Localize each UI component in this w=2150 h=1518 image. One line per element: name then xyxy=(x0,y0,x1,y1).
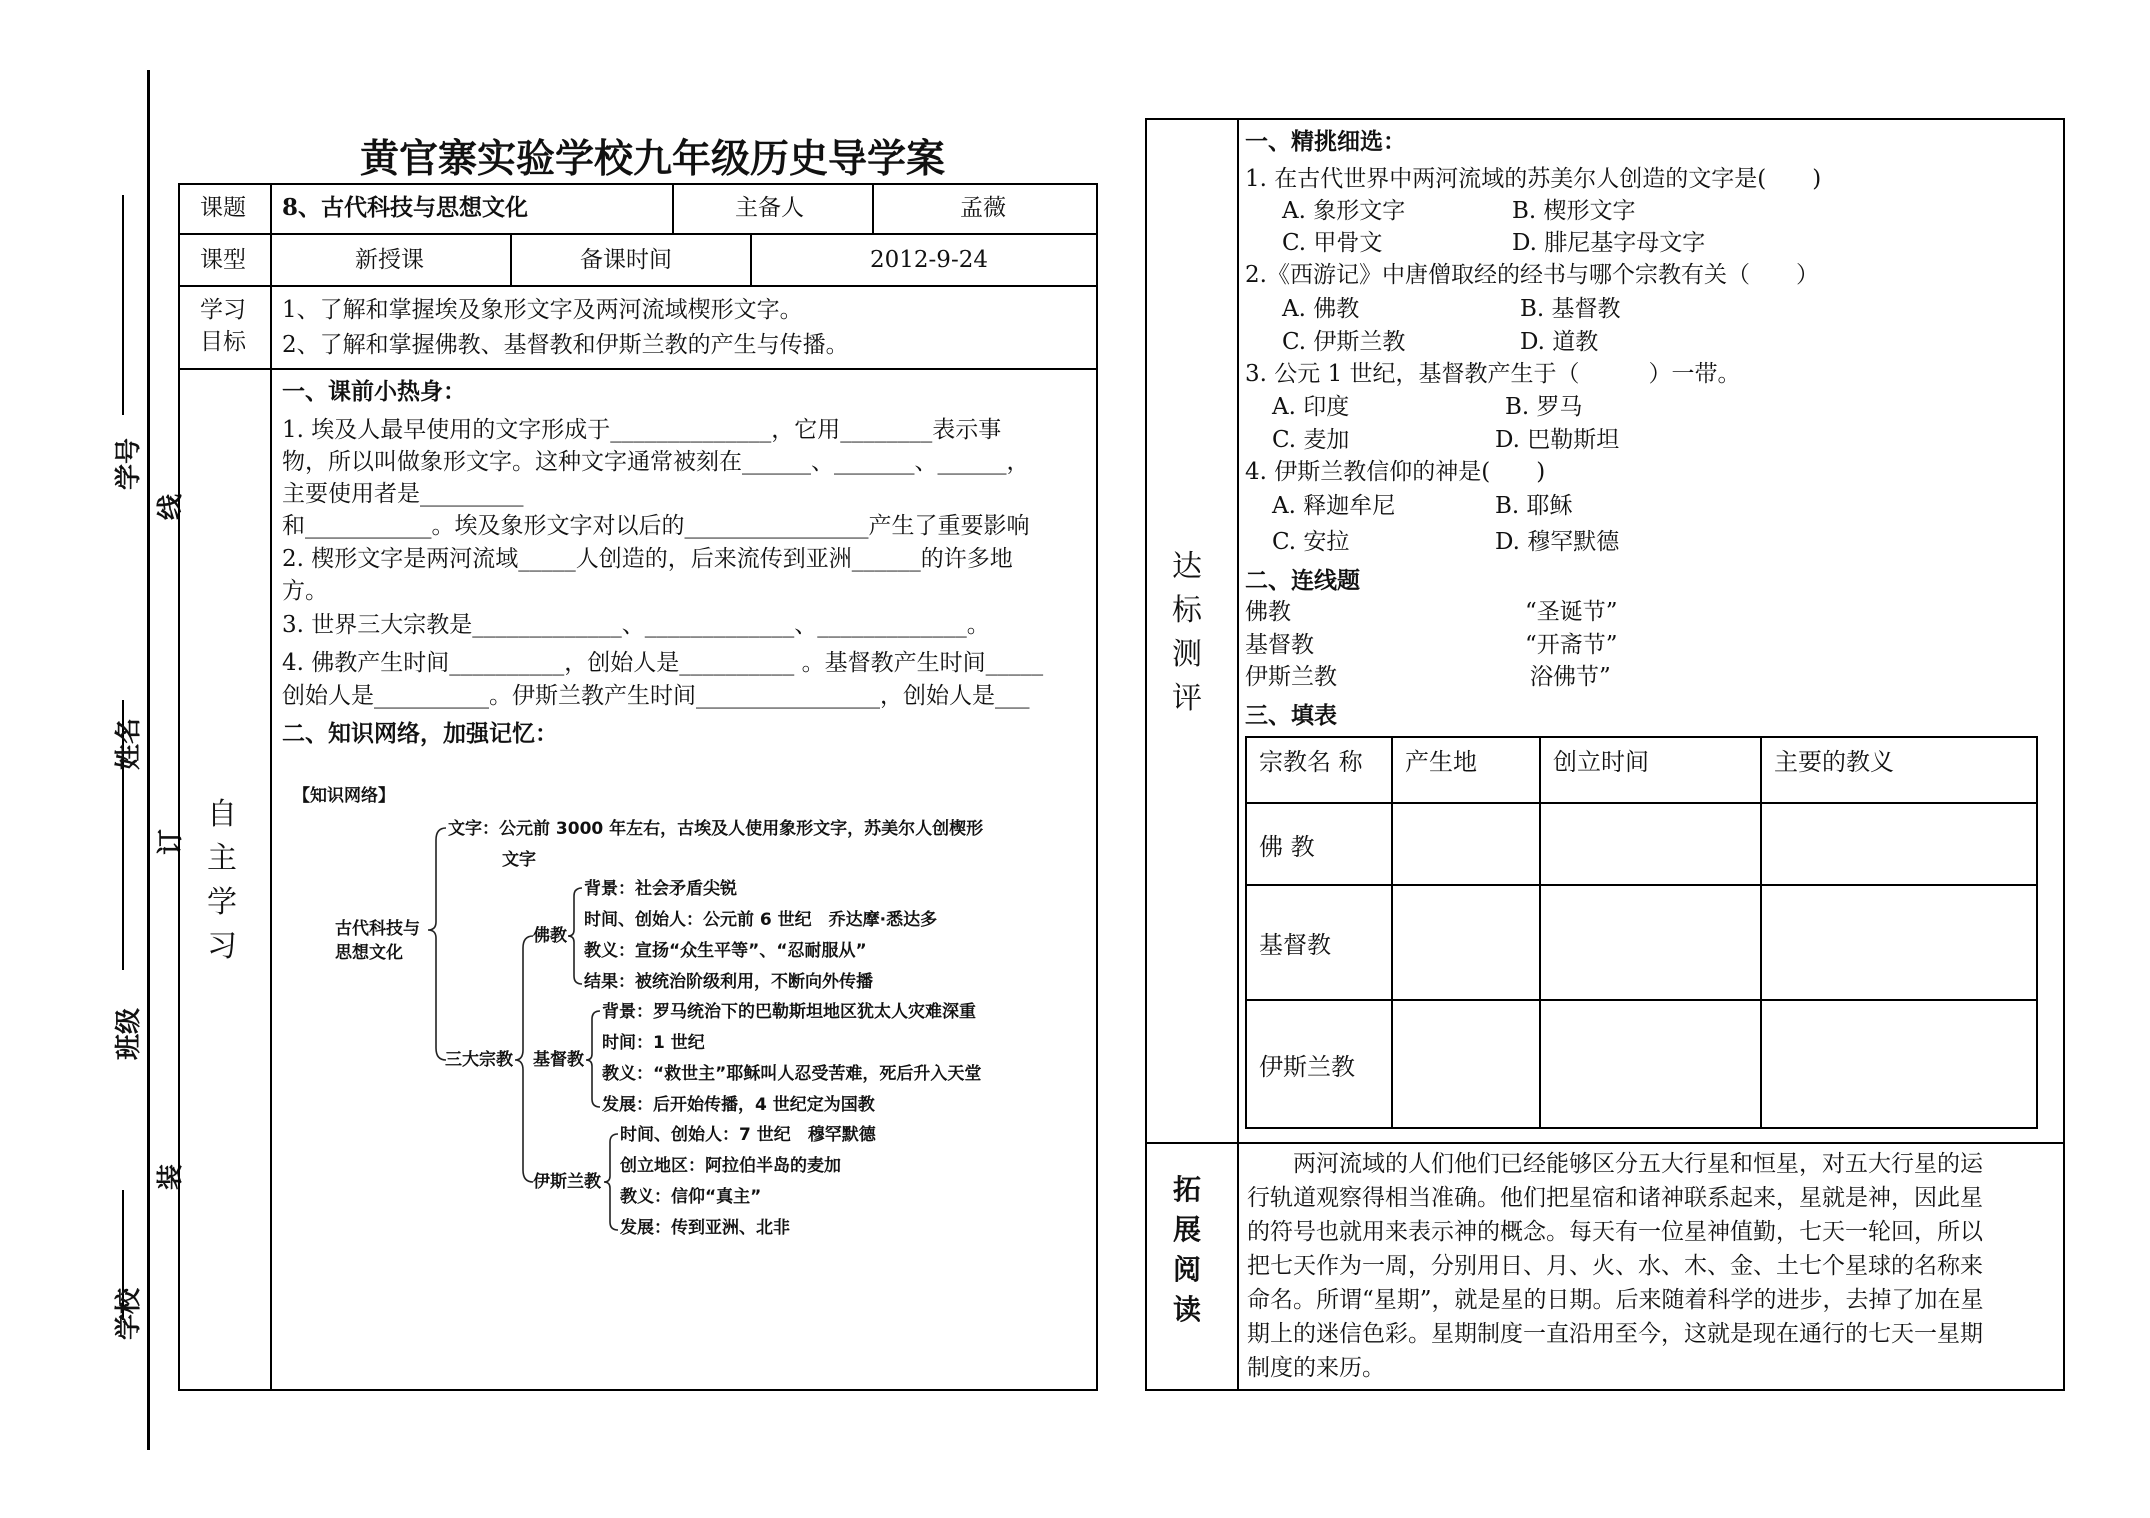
warmup-q4: 创始人是__________。伊斯兰教产生时间________________，创始人是___ xyxy=(282,683,1030,709)
brace xyxy=(428,828,446,1060)
warmup-q4: 4. 佛教产生时间__________，创始人是__________ 。基督教产生时间_____ xyxy=(282,650,1044,676)
table-cell: 基督教 xyxy=(1246,885,1392,1000)
choice-option: B. 耶稣 xyxy=(1495,493,1573,519)
table-header: 宗教名 称 xyxy=(1246,737,1392,803)
goal-2: 2、了解和掌握佛教、基督教和伊斯兰教的产生与传播。 xyxy=(282,332,849,358)
choice-q1: 1. 在古代世界中两河流域的苏美尔人创造的文字是( ) xyxy=(1245,166,1822,192)
prep-time-label: 备课时间 xyxy=(580,247,672,273)
warmup-q2: 2. 楔形文字是两河流域_____人创造的，后来流传到亚洲______的许多地 xyxy=(282,546,1013,572)
table-header: 产生地 xyxy=(1392,737,1540,803)
topic-value: 8、古代科技与思想文化 xyxy=(282,194,529,221)
network-islam: 伊斯兰教 xyxy=(533,1172,601,1192)
prep-time-value: 2012-9-24 xyxy=(870,247,988,273)
choice-option: D. 穆罕默德 xyxy=(1495,529,1620,555)
network-item: 教义：宣扬“众生平等”、“忍耐服从” xyxy=(584,941,867,961)
assessment-label xyxy=(1167,545,1207,721)
choice-title: 一、精挑细选： xyxy=(1245,128,1406,155)
table-cell[interactable] xyxy=(1392,885,1540,1000)
choice-option: B. 楔形文字 xyxy=(1512,198,1636,224)
table-cell[interactable] xyxy=(1392,1000,1540,1128)
fill-table-title: 三、填表 xyxy=(1245,702,1337,729)
network-item: 时间、创始人：公元前 6 世纪 乔达摩·悉达多 xyxy=(584,910,938,930)
goal-1: 1、了解和掌握埃及象形文字及两河流域楔形文字。 xyxy=(282,297,803,323)
network-item: 发展：后开始传播，4 世纪定为国教 xyxy=(602,1095,875,1115)
warmup-q1: 物，所以叫做象形文字。这种文字通常被刻在______、_______、______， xyxy=(282,449,1030,475)
matching-left: 伊斯兰教 xyxy=(1245,664,1337,690)
religion-table xyxy=(1245,736,2038,1129)
network-religions: 三大宗教 xyxy=(445,1050,513,1070)
reading-line: 制度的来历。 xyxy=(1247,1355,1385,1381)
assessment-label-char: 测 xyxy=(1172,637,1202,672)
network-item: 时间、创始人：7 世纪 穆罕默德 xyxy=(620,1125,876,1145)
choice-q2: 2.《西游记》中唐僧取经的经书与哪个宗教有关（ ） xyxy=(1245,262,1819,288)
margin-label-student-no: 学号 xyxy=(114,437,144,490)
reading-text xyxy=(1247,1147,2057,1385)
goal-label: 学习 xyxy=(200,297,246,323)
matching-left: 基督教 xyxy=(1245,632,1314,658)
rule xyxy=(1145,1142,2065,1144)
self-study-label-char: 习 xyxy=(207,929,237,964)
table-row xyxy=(1246,885,2037,1000)
choice-option: C. 甲骨文 xyxy=(1282,230,1383,256)
document-title: 黄官寨实验学校九年级历史导学案 xyxy=(360,136,946,182)
reading-label xyxy=(1167,1170,1207,1330)
warmup-q1: 主要使用者是_________ xyxy=(282,481,524,507)
choice-option: B. 基督教 xyxy=(1520,296,1621,322)
matching-right: 浴佛节” xyxy=(1530,664,1611,690)
network-item: 背景：社会矛盾尖锐 xyxy=(584,879,737,899)
network-item: 教义：信仰“真主” xyxy=(620,1187,762,1207)
self-study-label-char: 学 xyxy=(207,885,237,920)
reading-line: 的符号也就用来表示神的概念。每天有一位星神值勤，七天一轮回，所以 xyxy=(1247,1219,1983,1245)
network-item: 创立地区：阿拉伯半岛的麦加 xyxy=(620,1156,841,1176)
network-root-line: 思想文化 xyxy=(335,943,403,963)
rule xyxy=(1237,118,1239,1391)
choice-option: C. 安拉 xyxy=(1272,529,1350,555)
matching-left: 佛教 xyxy=(1245,599,1291,625)
assessment-label-char: 标 xyxy=(1172,593,1202,628)
table-cell[interactable] xyxy=(1540,803,1761,885)
choice-q4: 4. 伊斯兰教信仰的神是( ) xyxy=(1245,459,1546,485)
table-cell[interactable] xyxy=(1761,885,2037,1000)
margin-label-name: 姓名 xyxy=(114,717,144,770)
table-cell[interactable] xyxy=(1761,803,2037,885)
warmup-q2: 方。 xyxy=(282,578,328,604)
network-writing: 文字：公元前 3000 年左右，古埃及人使用象形文字，苏美尔人创楔形 xyxy=(448,819,984,839)
margin-label-bind: 订 xyxy=(156,828,186,855)
choice-option: A. 释迦牟尼 xyxy=(1272,493,1396,519)
topic-label: 课题 xyxy=(200,195,246,221)
choice-option: D. 道教 xyxy=(1520,329,1599,355)
table-cell[interactable] xyxy=(1761,1000,2037,1128)
table-row xyxy=(1246,803,2037,885)
table-header: 创立时间 xyxy=(1540,737,1761,803)
choice-option: C. 麦加 xyxy=(1272,427,1350,453)
reading-line: 期上的迷信色彩。星期制度一直沿用至今，这就是现在通行的七天一星期 xyxy=(1247,1321,1983,1347)
brace xyxy=(515,936,533,1182)
matching-title: 二、连线题 xyxy=(1245,567,1360,594)
network-item: 结果：被统治阶级利用，不断向外传播 xyxy=(584,972,873,992)
preparer-label: 主备人 xyxy=(735,195,804,221)
choice-option: A. 象形文字 xyxy=(1282,198,1406,224)
warmup-q3: 3. 世界三大宗教是_____________、_____________、_____________。 xyxy=(282,612,990,638)
network-buddhism: 佛教 xyxy=(533,926,567,946)
type-value: 新授课 xyxy=(355,247,424,273)
table-header: 主要的教义 xyxy=(1761,737,2037,803)
preparer-value: 孟薇 xyxy=(960,195,1006,221)
network-root-line: 古代科技与 xyxy=(335,919,420,939)
goal-label: 目标 xyxy=(200,329,246,355)
network-item: 时间：1 世纪 xyxy=(602,1033,705,1053)
table-cell: 佛 教 xyxy=(1246,803,1392,885)
brace xyxy=(604,1134,618,1230)
network-writing: 文字 xyxy=(502,850,536,870)
reading-label-char: 阅 xyxy=(1172,1253,1201,1286)
choice-option: B. 罗马 xyxy=(1505,394,1583,420)
assessment-label-char: 达 xyxy=(1172,549,1202,584)
matching-right: “圣诞节” xyxy=(1525,599,1618,625)
brace xyxy=(586,1011,600,1107)
assessment-label-char: 评 xyxy=(1172,681,1202,716)
reading-line: 两河流域的人们他们已经能够区分五大行星和恒星，对五大行星的运 xyxy=(1293,1151,1983,1177)
choice-option: A. 印度 xyxy=(1272,394,1350,420)
reading-label-char: 拓 xyxy=(1172,1173,1201,1206)
table-cell[interactable] xyxy=(1540,885,1761,1000)
margin-label-school: 学校 xyxy=(114,1287,144,1340)
network-item: 教义：“救世主”耶稣叫人忍受苦难，死后升入天堂 xyxy=(602,1064,982,1084)
warmup-q1: 1. 埃及人最早使用的文字形成于______________，它用________表示事 xyxy=(282,417,1002,443)
reading-label-char: 展 xyxy=(1172,1213,1201,1246)
table-cell[interactable] xyxy=(1540,1000,1761,1128)
reading-label-char: 读 xyxy=(1172,1293,1201,1326)
brace xyxy=(568,888,582,984)
matching-right: “开斋节” xyxy=(1525,632,1618,658)
choice-option: D. 腓尼基字母文字 xyxy=(1512,230,1706,256)
type-label: 课型 xyxy=(200,247,246,273)
network-title: 二、知识网络，加强记忆： xyxy=(282,720,558,747)
margin-label-class: 班级 xyxy=(114,1007,144,1060)
choice-option: D. 巴勒斯坦 xyxy=(1495,427,1620,453)
reading-line: 把七天作为一周，分别用日、月、火、水、木、金、土七个星球的名称来 xyxy=(1247,1253,1983,1279)
network-item: 发展：传到亚洲、北非 xyxy=(620,1218,790,1238)
reading-line: 命名。所谓“星期”，就是星的日期。后来随着科学的进步，去掉了加在星 xyxy=(1247,1287,1984,1313)
table-cell: 伊斯兰教 xyxy=(1246,1000,1392,1128)
margin-label-staple: 装 xyxy=(156,1163,186,1190)
choice-option: C. 伊斯兰教 xyxy=(1282,329,1406,355)
table-row xyxy=(1246,737,2037,803)
table-cell[interactable] xyxy=(1392,803,1540,885)
table-row xyxy=(1246,1000,2037,1128)
warmup-q1: 和___________。埃及象形文字对以后的________________产生了重要影响 xyxy=(282,513,1030,539)
self-study-label-char: 自 xyxy=(207,797,237,832)
choice-q3: 3. 公元 1 世纪，基督教产生于（ ）一带。 xyxy=(1245,361,1741,387)
reading-line: 行轨道观察得相当准确。他们把星宿和诸神联系起来，星就是神，因此星 xyxy=(1247,1185,1983,1211)
network-item: 背景：罗马统治下的巴勒斯坦地区犹太人灾难深重 xyxy=(602,1002,976,1022)
network-header: 【知识网络】 xyxy=(293,786,395,806)
margin-label-line: 线 xyxy=(156,493,186,520)
self-study-label-char: 主 xyxy=(207,841,237,876)
warmup-title: 一、课前小热身： xyxy=(282,378,466,405)
network-christianity: 基督教 xyxy=(533,1050,584,1070)
choice-option: A. 佛教 xyxy=(1282,296,1360,322)
